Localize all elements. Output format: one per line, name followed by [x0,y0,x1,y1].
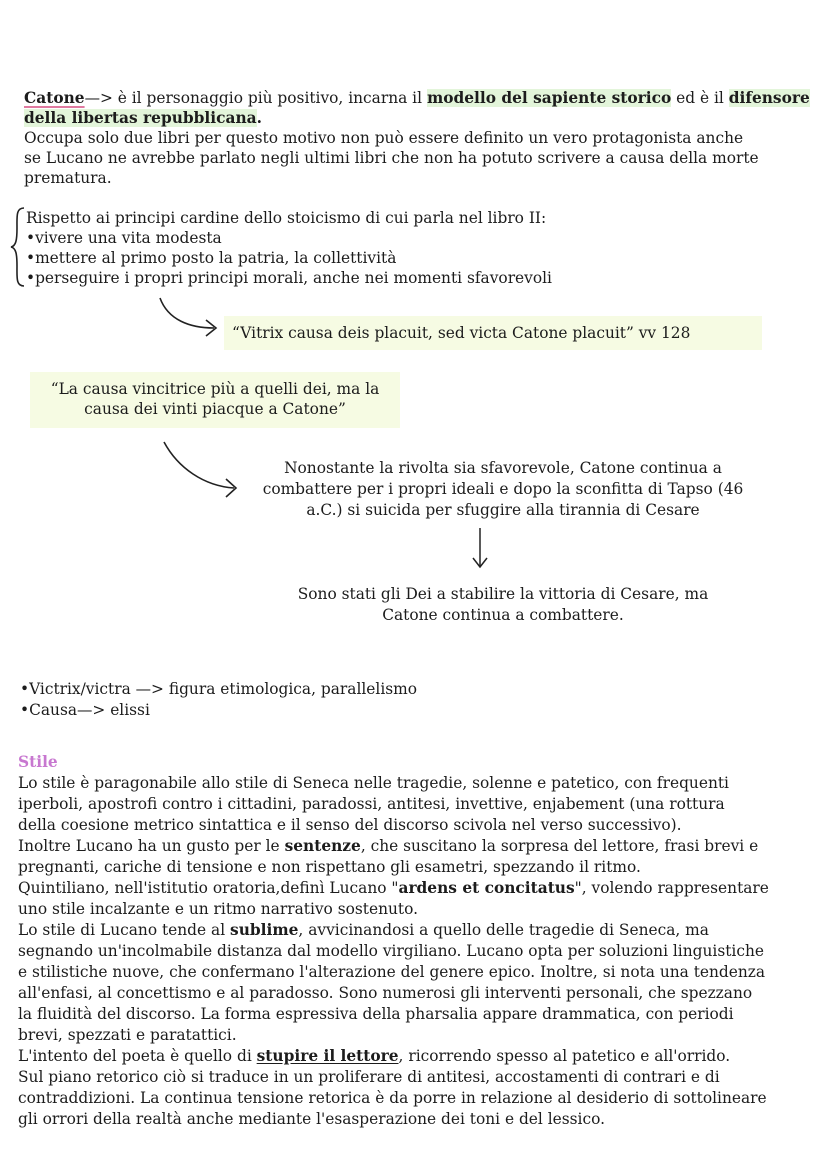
principle-item: •perseguire i propri principi morali, anche nei momenti sfavorevoli [26,269,552,287]
catone-line-3: Occupa solo due libri per questo motivo non può essere definito un vero protagonista anche [24,129,744,147]
stile-line: all'enfasi, al concettismo e al paradosso. Sono numerosi gli interventi personali, che spezzano [18,984,753,1002]
catone-line-1: Catone—> è il personaggio più positivo, incarna il modello del sapiente storico ed è il difensore [24,89,810,107]
stile-line: e stilistiche nuove, che confermano l'alterazione del genere epico. Inoltre, si nota una tendenza [18,963,766,981]
figure-item: •Causa—> elissi [20,701,150,719]
stile-heading: Stile [18,753,58,771]
catone-line-4: se Lucano ne avrebbe parlato negli ultimi libri che non ha potuto scrivere a causa della morte [24,149,759,167]
catone-line-5: prematura. [24,169,112,187]
curved-arrow-icon [156,434,248,504]
italian-quote-line: causa dei vinti piacque a Catone” [84,400,346,418]
italian-quote-box [30,372,400,428]
stile-line: iperboli, apostrofi contro i cittadini, paradossi, antitesi, invettive, enjabement (una rottura [18,795,725,813]
latin-quote: “Vitrix causa deis placuit, sed victa Catone placuit” vv 128 [232,324,691,342]
principle-item: •mettere al primo posto la patria, la collettività [26,249,397,267]
sapiente-highlight: modello del sapiente storico [426,89,672,107]
stile-line: gli orrori della realtà anche mediante l'esasperazione dei toni e del lessico. [18,1110,605,1128]
difensore-highlight: difensore [728,89,810,107]
stile-line: uno stile incalzante e un ritmo narrativo sostenuto. [18,900,418,918]
stile-line: pregnanti, cariche di tensione e non rispettano gli esametri, spezzando il ritmo. [18,858,641,876]
explanation-block: Nonostante la rivolta sia sfavorevole, Catone continua a combattere per i propri ideali e dopo la sconfitta di Tapso (46 a.C.) si suicida per sfuggire alla tirannia di Cesare [262,459,744,519]
italian-quote-line: “La causa vincitrice più a quelli dei, ma la [50,380,380,398]
down-arrow-icon [470,526,490,570]
principle-item: •vivere una vita modesta [26,229,222,247]
stile-line: contraddizioni. La continua tensione retorica è da porre in relazione al desiderio di sottolineare [18,1089,767,1107]
stile-line: la fluidità del discorso. La forma espressiva della pharsalia appare drammatica, con periodi [18,1005,734,1023]
conclusion-block: Sono stati gli Dei a stabilire la vittoria di Cesare, ma Catone continua a combattere. [297,585,709,624]
curved-arrow-icon [150,292,230,342]
stile-line: segnando un'incolmabile distanza dal modello virgiliano. Lucano opta per soluzioni linguistiche [18,942,764,960]
stupire-term: stupire il lettore [256,1047,399,1065]
catone-name: Catone [24,89,85,107]
stile-line: Quintiliano, nell'istitutio oratoria,definì Lucano "ardens et concitatus", volendo rappresentare [18,879,769,897]
stile-line: Inoltre Lucano ha un gusto per le sentenze, che suscitano la sorpresa del lettore, frasi brevi e [18,837,759,855]
catone-line-2: della libertas repubblicana. [24,109,262,127]
sublime-term: sublime [230,921,299,939]
stile-line: Lo stile è paragonabile allo stile di Seneca nelle tragedie, solenne e patetico, con frequenti [18,774,729,792]
ardens-term: ardens et concitatus [398,879,575,897]
stile-line: Lo stile di Lucano tende al sublime, avvicinandosi a quello delle tragedie di Seneca, ma [18,921,709,939]
sentenze-term: sentenze [284,837,361,855]
principles-intro: Rispetto ai principi cardine dello stoicismo di cui parla nel libro II: [26,209,547,227]
libertas-highlight: della libertas repubblicana [24,109,257,127]
latin-quote-box [224,316,762,350]
stile-line: della coesione metrico sintattica e il senso del discorso scivola nel verso successivo). [18,816,682,834]
figure-item: •Victrix/victra —> figura etimologica, parallelismo [20,680,418,698]
stile-line: L'intento del poeta è quello di stupire il lettore, ricorrendo spesso al patetico e all'orrido. [18,1047,731,1065]
stile-line: brevi, spezzati e paratattici. [18,1026,237,1044]
stile-line: Sul piano retorico ciò si traduce in un proliferare di antitesi, accostamenti di contrari e di [18,1068,720,1086]
